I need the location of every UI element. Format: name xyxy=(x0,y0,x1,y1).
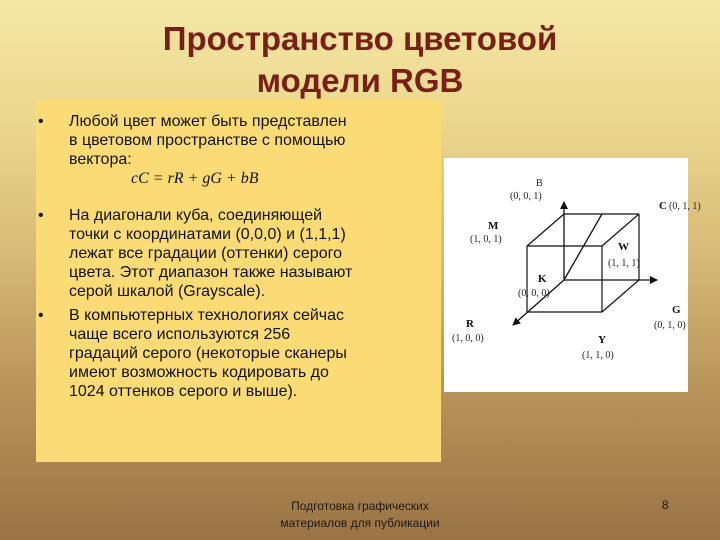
bullet-marker: • xyxy=(38,207,44,224)
bullet-marker: • xyxy=(38,113,44,130)
bullet-line: градаций серого (некоторые сканеры xyxy=(69,345,347,362)
bullet-line: 1024 оттенков серого и выше). xyxy=(69,383,298,400)
label-m: M xyxy=(488,220,499,232)
content-panel xyxy=(36,100,441,462)
label-g-coords: (0, 1, 0) xyxy=(654,320,686,331)
bullet-line: лежат все градации (оттенки) серого xyxy=(69,245,342,262)
label-b-coords: (0, 0, 1) xyxy=(510,191,542,202)
bullet-line: вектора: xyxy=(69,151,132,168)
bullet-line: чаще всего используются 256 xyxy=(69,326,291,343)
color-vector-formula: cC = rR + gG + bB xyxy=(131,170,259,187)
slide-title xyxy=(70,18,650,102)
footer-line-1: Подготовка графических xyxy=(291,499,429,513)
label-r-coords: (1, 0, 0) xyxy=(452,333,484,344)
rgb-cube-diagram xyxy=(444,158,701,392)
title-line-1: Пространство цветовой xyxy=(162,20,558,57)
bullet-line: имеют возможность кодировать до xyxy=(69,364,329,381)
label-r: R xyxy=(466,318,474,330)
gray-diagonal xyxy=(564,214,602,280)
label-w: W xyxy=(618,241,629,253)
label-g: G xyxy=(672,304,681,316)
label-k-coords: (0, 0, 0) xyxy=(518,288,550,299)
label-c: C xyxy=(659,200,667,212)
rgb-cube-figure xyxy=(444,158,701,392)
slide-footer xyxy=(240,498,480,532)
page-number: 8 xyxy=(662,498,669,512)
label-b: B xyxy=(536,178,543,189)
bullet-line: серой шкалой (Grayscale). xyxy=(69,283,266,300)
label-y: Y xyxy=(598,334,606,346)
r-axis-arrow xyxy=(513,280,564,325)
bullet-line: в цветовом пространстве с помощью xyxy=(69,132,346,149)
bullet-line: Любой цвет может быть представлен xyxy=(69,113,347,130)
title-line-2: модели RGB xyxy=(256,62,464,99)
bullet-line: В компьютерных технологиях сейчас xyxy=(69,307,345,324)
label-y-coords: (1, 1, 0) xyxy=(582,350,614,361)
bullet-line: цвета. Этот диапазон также называют xyxy=(69,264,353,281)
bullet-line: На диагонали куба, соединяющей xyxy=(69,207,323,224)
footer-line-2: материалов для публикации xyxy=(280,516,440,530)
bullet-line: точки с координатами (0,0,0) и (1,1,1) xyxy=(69,226,346,243)
bullet-marker: • xyxy=(38,307,44,324)
label-w-coords: (1, 1, 1) xyxy=(608,258,640,269)
label-k: K xyxy=(538,273,547,285)
label-m-coords: (1, 0, 1) xyxy=(470,234,502,245)
label-c-coords: (0, 1, 1) xyxy=(669,201,701,212)
